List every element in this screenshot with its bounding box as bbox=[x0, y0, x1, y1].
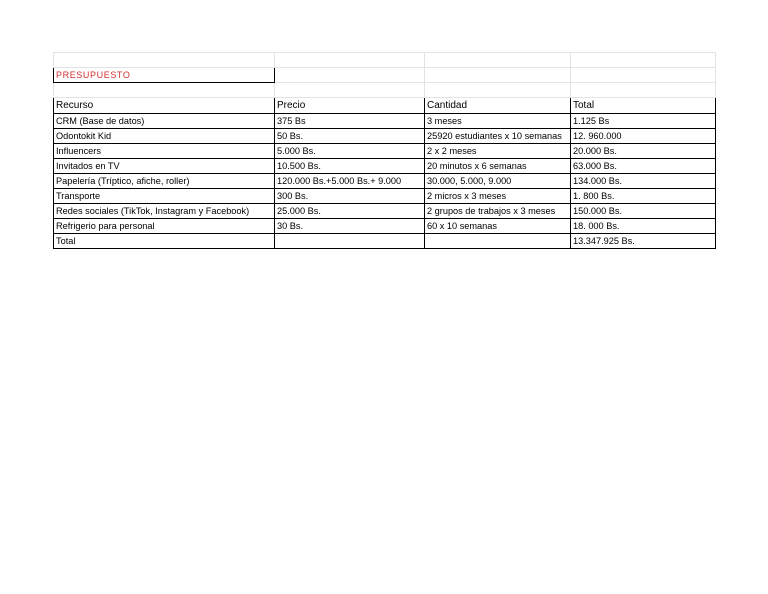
cell-cantidad[interactable]: 60 x 10 semanas bbox=[425, 219, 571, 234]
empty-cell[interactable] bbox=[54, 53, 275, 68]
empty-cell[interactable] bbox=[571, 83, 716, 98]
cell-recurso[interactable]: Invitados en TV bbox=[54, 159, 275, 174]
total-label[interactable]: Total bbox=[54, 234, 275, 249]
cell-total[interactable]: 18. 000 Bs. bbox=[571, 219, 716, 234]
table-row bbox=[54, 189, 716, 204]
table-row bbox=[54, 129, 716, 144]
cell-cantidad[interactable]: 30.000, 5.000, 9.000 bbox=[425, 174, 571, 189]
cell-total[interactable]: 134.000 Bs. bbox=[571, 174, 716, 189]
total-cantidad-cell[interactable] bbox=[425, 234, 571, 249]
cell-precio[interactable]: 120.000 Bs.+5.000 Bs.+ 9.000 bbox=[275, 174, 425, 189]
empty-cell[interactable] bbox=[275, 68, 425, 83]
cell-recurso[interactable]: Odontokit Kid bbox=[54, 129, 275, 144]
total-precio-cell[interactable] bbox=[275, 234, 425, 249]
empty-cell[interactable] bbox=[54, 83, 275, 98]
empty-cell[interactable] bbox=[425, 68, 571, 83]
header-row bbox=[54, 98, 716, 114]
cell-precio[interactable]: 25.000 Bs. bbox=[275, 204, 425, 219]
empty-row bbox=[54, 53, 716, 68]
cell-cantidad[interactable]: 3 meses bbox=[425, 114, 571, 129]
cell-recurso[interactable]: Redes sociales (TikTok, Instagram y Facebook) bbox=[54, 204, 275, 219]
cell-total[interactable]: 12. 960.000 bbox=[571, 129, 716, 144]
cell-cantidad[interactable]: 2 grupos de trabajos x 3 meses bbox=[425, 204, 571, 219]
empty-cell[interactable] bbox=[275, 53, 425, 68]
header-cantidad[interactable]: Cantidad bbox=[425, 98, 571, 114]
cell-precio[interactable]: 375 Bs bbox=[275, 114, 425, 129]
empty-cell[interactable] bbox=[571, 68, 716, 83]
cell-total[interactable]: 150.000 Bs. bbox=[571, 204, 716, 219]
cell-total[interactable]: 63.000 Bs. bbox=[571, 159, 716, 174]
cell-total[interactable]: 1.125 Bs bbox=[571, 114, 716, 129]
header-total[interactable]: Total bbox=[571, 98, 716, 114]
cell-recurso[interactable]: Papelería (Tríptico, afiche, roller) bbox=[54, 174, 275, 189]
grand-total-value[interactable]: 13.347.925 Bs. bbox=[571, 234, 716, 249]
cell-recurso[interactable]: Transporte bbox=[54, 189, 275, 204]
table-row bbox=[54, 219, 716, 234]
cell-cantidad[interactable]: 2 x 2 meses bbox=[425, 144, 571, 159]
cell-recurso[interactable]: Influencers bbox=[54, 144, 275, 159]
empty-cell[interactable] bbox=[571, 53, 716, 68]
header-recurso[interactable]: Recurso bbox=[54, 98, 275, 114]
budget-sheet bbox=[53, 52, 715, 249]
cell-recurso[interactable]: CRM (Base de datos) bbox=[54, 114, 275, 129]
empty-cell[interactable] bbox=[425, 83, 571, 98]
table-row bbox=[54, 174, 716, 189]
cell-precio[interactable]: 10.500 Bs. bbox=[275, 159, 425, 174]
header-precio[interactable]: Precio bbox=[275, 98, 425, 114]
empty-cell[interactable] bbox=[425, 53, 571, 68]
table-row bbox=[54, 159, 716, 174]
cell-total[interactable]: 1. 800 Bs. bbox=[571, 189, 716, 204]
title-row bbox=[54, 68, 716, 83]
table-row bbox=[54, 114, 716, 129]
cell-cantidad[interactable]: 25920 estudiantes x 10 semanas bbox=[425, 129, 571, 144]
empty-row bbox=[54, 83, 716, 98]
cell-cantidad[interactable]: 20 minutos x 6 semanas bbox=[425, 159, 571, 174]
cell-cantidad[interactable]: 2 micros x 3 meses bbox=[425, 189, 571, 204]
budget-table bbox=[53, 52, 716, 249]
empty-cell[interactable] bbox=[275, 83, 425, 98]
cell-recurso[interactable]: Refrigerio para personal bbox=[54, 219, 275, 234]
cell-precio[interactable]: 30 Bs. bbox=[275, 219, 425, 234]
table-row bbox=[54, 204, 716, 219]
sheet-title[interactable]: PRESUPUESTO bbox=[54, 68, 275, 83]
cell-precio[interactable]: 50 Bs. bbox=[275, 129, 425, 144]
table-row bbox=[54, 144, 716, 159]
cell-total[interactable]: 20.000 Bs. bbox=[571, 144, 716, 159]
cell-precio[interactable]: 5.000 Bs. bbox=[275, 144, 425, 159]
total-row bbox=[54, 234, 716, 249]
cell-precio[interactable]: 300 Bs. bbox=[275, 189, 425, 204]
